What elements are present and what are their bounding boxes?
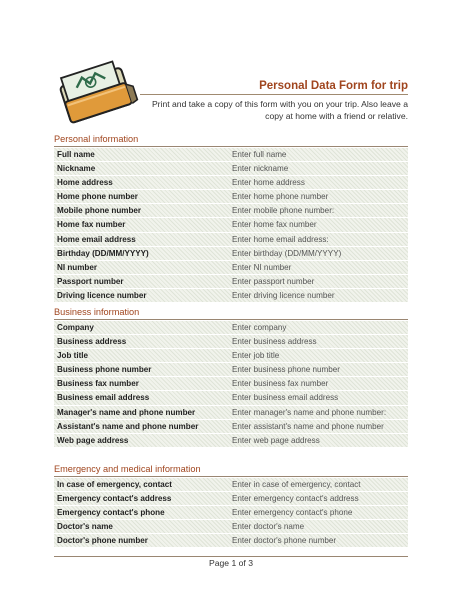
field-label: Home email address <box>57 234 136 244</box>
field-label: Mobile phone number <box>57 206 142 216</box>
table-row <box>54 520 408 534</box>
field-value[interactable]: Enter nickname <box>232 164 289 174</box>
table-row <box>54 434 408 448</box>
field-value[interactable]: Enter emergency contact's phone <box>232 508 353 518</box>
field-label: Business email address <box>57 393 150 403</box>
field-value[interactable]: Enter emergency contact's address <box>232 494 359 504</box>
section-emergency-medical-information <box>54 463 408 548</box>
field-label: Nickname <box>57 164 96 174</box>
field-label: Driving licence number <box>57 290 147 300</box>
table-row <box>54 261 408 275</box>
field-label: Business phone number <box>57 365 152 375</box>
section-business-information <box>54 306 408 448</box>
footer-divider <box>54 556 408 557</box>
field-value[interactable]: Enter web page address <box>232 435 320 445</box>
table-row <box>54 148 408 162</box>
field-value[interactable]: Enter doctor's phone number <box>232 536 337 546</box>
field-value[interactable]: Enter NI number <box>232 262 292 272</box>
field-label: In case of emergency, contact <box>57 480 173 489</box>
field-label: Birthday (DD/MM/YYYY) <box>57 248 149 258</box>
field-value[interactable]: Enter business email address <box>232 393 339 403</box>
field-value[interactable]: Enter passport number <box>232 276 315 286</box>
table-row <box>54 275 408 289</box>
table-row <box>54 492 408 506</box>
table-row <box>54 162 408 176</box>
field-label: Passport number <box>57 276 124 286</box>
title-divider <box>140 94 408 95</box>
table-row <box>54 233 408 247</box>
field-value[interactable]: Enter job title <box>232 351 280 361</box>
field-label: Home fax number <box>57 220 126 230</box>
table-row <box>54 247 408 261</box>
field-value[interactable]: Enter home address <box>232 178 305 188</box>
table-row <box>54 506 408 520</box>
field-label: NI number <box>57 262 98 272</box>
field-value[interactable]: Enter home email address: <box>232 234 329 244</box>
section-personal-information <box>54 133 408 303</box>
table-row <box>54 391 408 405</box>
field-label: Full name <box>57 150 95 159</box>
field-value[interactable]: Enter full name <box>232 150 287 159</box>
section-title: Business information <box>54 307 140 317</box>
section-divider <box>54 319 408 320</box>
field-label: Doctor's name <box>57 522 113 532</box>
field-value[interactable]: Enter company <box>232 323 287 332</box>
field-value[interactable]: Enter business phone number <box>232 365 340 375</box>
table-row <box>54 176 408 190</box>
field-value[interactable]: Enter birthday (DD/MM/YYYY) <box>232 248 342 258</box>
section-title: Personal information <box>54 134 139 144</box>
table-row <box>54 335 408 349</box>
table-row <box>54 534 408 548</box>
field-label: Assistant's name and phone number <box>57 421 199 431</box>
field-value[interactable]: Enter home fax number <box>232 220 317 230</box>
section-divider <box>54 476 408 477</box>
field-label: Home address <box>57 178 113 188</box>
field-value[interactable]: Enter manager's name and phone number: <box>232 407 387 417</box>
table-row <box>54 377 408 391</box>
field-label: Emergency contact's phone <box>57 508 165 518</box>
field-value[interactable]: Enter doctor's name <box>232 522 305 532</box>
form-title: Personal Data Form for trip <box>259 80 408 92</box>
table-row <box>54 190 408 204</box>
field-label: Doctor's phone number <box>57 536 148 546</box>
table-row <box>54 349 408 363</box>
field-value[interactable]: Enter business address <box>232 337 317 347</box>
table-row <box>54 406 408 420</box>
field-value[interactable]: Enter business fax number <box>232 379 329 389</box>
field-label: Home phone number <box>57 192 138 202</box>
field-label: Company <box>57 323 94 332</box>
field-value[interactable]: Enter assistant's name and phone number <box>232 421 384 431</box>
field-value[interactable]: Enter in case of emergency, contact <box>232 480 361 489</box>
field-value[interactable]: Enter driving licence number <box>232 290 335 300</box>
form-intro: Print and take a copy of this form with you on your trip. Also leave a copy at home with a friend or relative. <box>151 99 408 121</box>
table-row <box>54 420 408 434</box>
section-divider <box>54 146 408 147</box>
table-row <box>54 204 408 218</box>
field-value[interactable]: Enter mobile phone number: <box>232 206 335 216</box>
field-label: Job title <box>57 351 89 361</box>
table-row <box>54 218 408 232</box>
wallet-money-icon <box>53 58 139 126</box>
table-row <box>54 363 408 377</box>
page-number: Page 1 of 3 <box>209 558 253 568</box>
field-value[interactable]: Enter home phone number <box>232 192 329 202</box>
field-label: Manager's name and phone number <box>57 407 196 417</box>
field-label: Business address <box>57 337 127 347</box>
section-title: Emergency and medical information <box>54 464 201 474</box>
field-label: Emergency contact's address <box>57 494 172 504</box>
table-row <box>54 289 408 303</box>
table-row <box>54 478 408 492</box>
table-row <box>54 321 408 335</box>
field-label: Business fax number <box>57 379 139 389</box>
field-label: Web page address <box>57 435 129 445</box>
